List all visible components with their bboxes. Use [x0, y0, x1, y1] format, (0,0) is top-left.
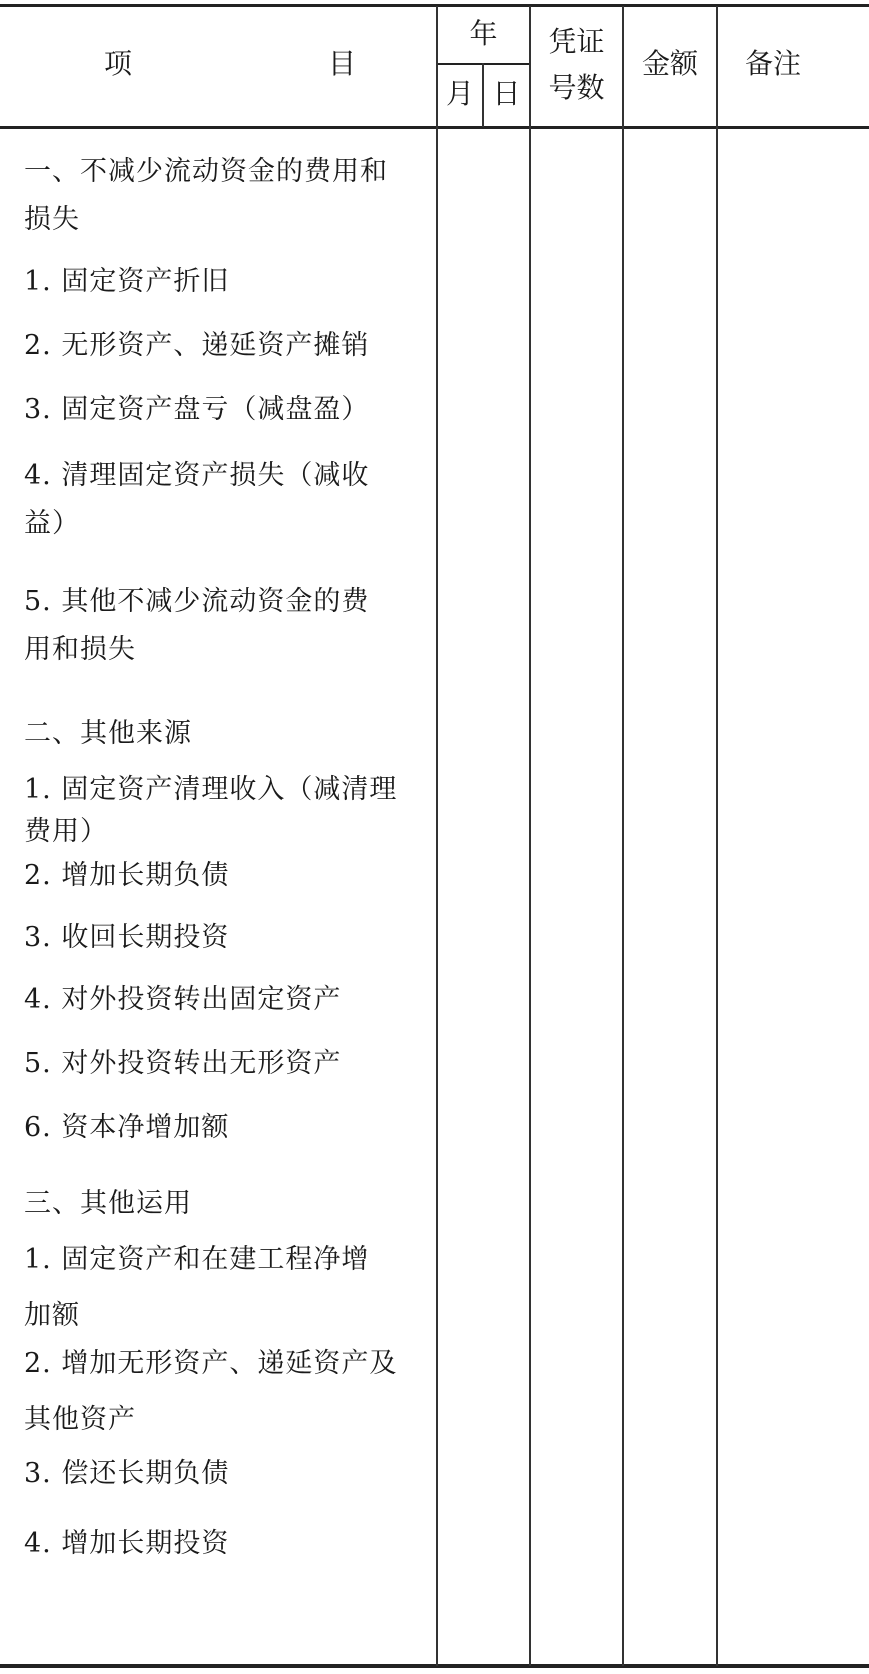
voucher-column-divider — [622, 6, 624, 1666]
row-label: 2. 增加无形资产、递延资产及 其他资产 — [24, 1348, 398, 1435]
amount-column-divider — [716, 6, 718, 1666]
header-amount: 金额 — [641, 47, 698, 80]
section-heading-1: 一、不减少流动资金的费用和 损失 — [24, 156, 388, 235]
header-voucher-line1: 凭证 — [548, 25, 605, 58]
row-label: 4. 对外投资转出固定资产 — [24, 984, 342, 1015]
row-label: 6. 资本净增加额 — [24, 1112, 230, 1143]
row-label: 1. 固定资产和在建工程净增 加额 — [24, 1244, 370, 1331]
header-month: 月 — [445, 77, 474, 110]
row-label: 1. 固定资产清理收入（减清理 费用） — [24, 774, 398, 847]
row-label: 5. 其他不减少流动资金的费 用和损失 — [24, 586, 370, 665]
row-label: 2. 增加长期负债 — [24, 860, 230, 891]
top-border — [0, 4, 869, 7]
row-label: 3. 固定资产盘亏（减盘盈） — [24, 394, 370, 425]
section-heading-3: 三、其他运用 — [24, 1188, 192, 1219]
row-label: 4. 清理固定资产损失（减收 益） — [24, 460, 370, 539]
header-item: 项 目 — [103, 47, 356, 80]
row-label: 4. 增加长期投资 — [24, 1528, 230, 1559]
row-label: 3. 偿还长期负债 — [24, 1458, 230, 1489]
section-heading-2: 二、其他来源 — [24, 718, 192, 749]
date-column-divider — [529, 6, 531, 1666]
row-label: 5. 对外投资转出无形资产 — [24, 1048, 342, 1079]
header-voucher-line2: 号数 — [548, 71, 605, 104]
header-year: 年 — [469, 17, 498, 50]
row-label: 2. 无形资产、递延资产摊销 — [24, 330, 370, 361]
row-label: 3. 收回长期投资 — [24, 922, 230, 953]
bottom-border — [0, 1664, 869, 1668]
header-remark: 备注 — [744, 47, 801, 80]
header-day: 日 — [492, 77, 521, 110]
header-divider — [0, 126, 869, 129]
row-label: 1. 固定资产折旧 — [24, 266, 230, 297]
